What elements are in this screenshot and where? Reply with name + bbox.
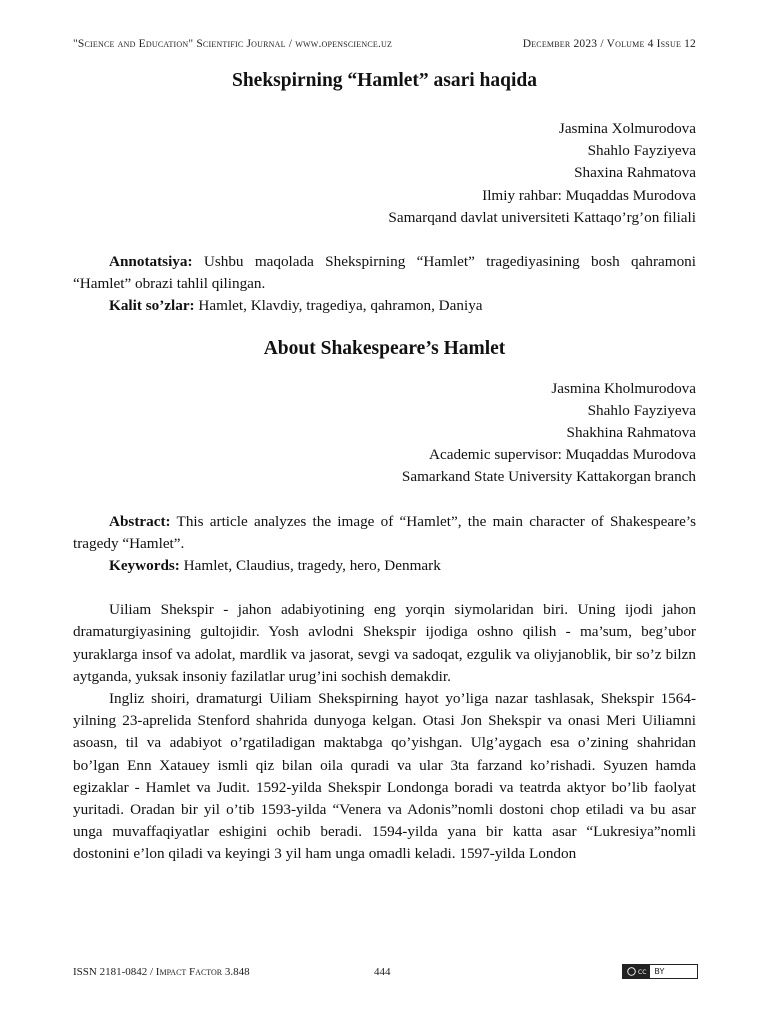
cc-license-badge[interactable] [622, 964, 698, 979]
abstract-text: This article analyzes the image of “Hamlet”, the main character of Shakespeare’s tragedy “Hamlet”. [73, 512, 696, 552]
journal-name: "Science and Education" Scientific Journal / www.openscience.uz [73, 38, 393, 50]
authors-uz [73, 118, 696, 229]
author-line: Shahlo Fayziyeva [587, 401, 696, 419]
article-title-uz: Shekspirning “Hamlet” asari haqida [231, 70, 538, 91]
article-title-en: About Shakespeare’s Hamlet [263, 337, 506, 359]
cc-icon [623, 965, 650, 978]
page-number: 444 [374, 966, 391, 978]
supervisor-line: Ilmiy rahbar: Muqaddas Murodova [482, 186, 696, 204]
issn-impact: ISSN 2181-0842 / Impact Factor 3.848 [73, 966, 250, 978]
article-content [73, 64, 696, 866]
abstract-uz [73, 251, 696, 295]
author-line: Jasmina Xolmurodova [558, 120, 696, 137]
authors-en [73, 378, 696, 489]
affiliation-line: Samarqand davlat universiteti Kattaqo’rg’on filiali [388, 208, 696, 226]
body-text [73, 599, 696, 865]
keywords-label: Kalit so’zlar: [109, 297, 195, 315]
running-header [73, 38, 696, 50]
body-paragraph: Ingliz shoiri, dramaturgi Uiliam Shekspirning hayot yo’liga nazar tashlasak, Shekspir 1564-yilning 23-aprelida Stenford shahrida dunyoga kelgan. Otasi Jon Shekspir va onasi Meri Uiliamni asoasn, til va adabiyot o’rgatiladigan maktabga qo’yishgan. Ulg’aygach esa o’zining shahridan bo’lgan Enn Xatauey ismli qiz bilan oila quradi va ular 3ta farzand ko’rishadi. Syuzen hamda egizaklar - Hamlet va Judit. 1592-yilda Shekspir Londonga boradi va teatrda aktyor bo’lib faolyat yuritadi. Oradan bir yil o’tib 1593-yilda “Venera va Adonis”nomli dostoni chop etiladi va bu asar unga muvaffaqiyatlar eshigini ochib beradi. 1594-yilda yana bir katta asar “Lukresiya”nomli dostonini e’lon qiladi va keyingi 3 yil ham unga omadli keladi. 1597-yilda London [73, 690, 696, 863]
cc-label: cc [638, 967, 647, 976]
body-paragraph: Uiliam Shekspir - jahon adabiyotining eng yorqin siymolaridan biri. Uning ijodi jahon dramaturgiyasining gultojidir. Yosh avlodni Shekspir ijodiga oshno qilish - ma’sum, beg’ubor yuraklarga insof va adolat, mardlik va jasorat, sevgi va sadoqat, ezgulik va oliyjanoblik, bir so’z bilzn aytganda, yuksak insoniy fazilatlar urug’ini sochish demakdir. [73, 601, 696, 685]
abstract-label: Abstract: [109, 512, 171, 530]
author-line: Shaxina Rahmatova [574, 164, 696, 182]
author-line: Shahlo Fayziyeva [587, 142, 696, 160]
issue-info: December 2023 / Volume 4 Issue 12 [522, 38, 696, 50]
abstract-en [73, 511, 696, 555]
abstract-label: Annotatsiya: [109, 253, 193, 271]
keywords-text: Hamlet, Klavdiy, tragediya, qahramon, Daniya [194, 297, 483, 315]
abstract-text: Ushbu maqolada Shekspirning “Hamlet” tragediyasining bosh qahramoni “Hamlet” obrazi tahlil qilingan. [73, 253, 696, 293]
keywords-uz [73, 295, 696, 317]
affiliation-line: Samarkand State University Kattakorgan branch [401, 468, 696, 486]
keywords-label: Keywords: [109, 557, 180, 575]
author-line: Jasmina Kholmurodova [551, 379, 696, 397]
keywords-text: Hamlet, Claudius, tragedy, hero, Denmark [179, 557, 441, 575]
keywords-en [73, 555, 696, 577]
supervisor-line: Academic supervisor: Muqaddas Murodova [429, 446, 696, 464]
by-label: BY [654, 967, 665, 976]
author-line: Shakhina Rahmatova [566, 424, 696, 442]
